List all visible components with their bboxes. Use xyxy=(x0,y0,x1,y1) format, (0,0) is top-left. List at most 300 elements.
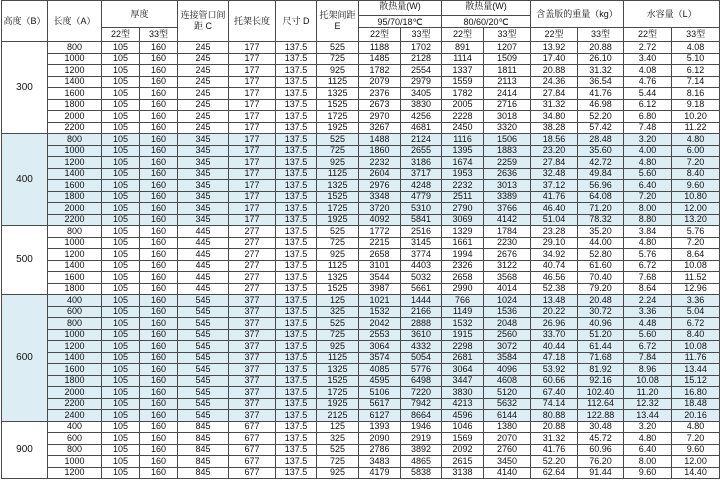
table-cell: 1200 xyxy=(48,467,102,479)
table-cell: 245 xyxy=(178,76,229,88)
table-cell: 2166 xyxy=(401,306,442,318)
table-cell: 1784 xyxy=(484,226,531,238)
table-cell: 2000 xyxy=(48,111,102,123)
table-cell: 2.24 xyxy=(624,295,672,307)
table-cell: 6.12 xyxy=(672,65,720,77)
table-cell: 2090 xyxy=(359,433,401,445)
table-cell: 2681 xyxy=(442,352,484,364)
table-cell: 4.76 xyxy=(624,76,672,88)
table-cell: 545 xyxy=(178,387,229,399)
table-cell: 160 xyxy=(140,226,178,238)
table-cell: 60.96 xyxy=(578,444,624,456)
table-cell: 105 xyxy=(102,421,140,433)
table-cell: 137.5 xyxy=(276,249,317,261)
table-cell: 7.14 xyxy=(672,76,720,88)
table-cell: 105 xyxy=(102,53,140,65)
table-cell: 13.44 xyxy=(624,410,672,422)
table-cell: 245 xyxy=(178,88,229,100)
table-cell: 345 xyxy=(178,191,229,203)
table-cell: 677 xyxy=(229,444,276,456)
table-cell: 1569 xyxy=(442,433,484,445)
table-cell: 2070 xyxy=(484,433,531,445)
spec-table-body xyxy=(2,42,720,479)
table-cell: 51.04 xyxy=(531,214,578,226)
table-cell: 105 xyxy=(102,329,140,341)
table-cell: 52.20 xyxy=(578,111,624,123)
table-cell: 81.92 xyxy=(578,364,624,376)
table-row xyxy=(2,42,720,54)
table-cell: 1125 xyxy=(317,260,359,272)
table-cell: 677 xyxy=(229,433,276,445)
table-cell: 5632 xyxy=(484,398,531,410)
table-cell: 105 xyxy=(102,191,140,203)
table-cell: 245 xyxy=(178,122,229,134)
table-cell: 2716 xyxy=(484,99,531,111)
table-cell: 7.20 xyxy=(624,191,672,203)
table-cell: 79.20 xyxy=(578,283,624,295)
table-cell: 160 xyxy=(140,364,178,376)
table-cell: 177 xyxy=(229,88,276,100)
table-cell: 2919 xyxy=(401,433,442,445)
table-cell: 2676 xyxy=(484,249,531,261)
table-row xyxy=(2,65,720,77)
table-cell: 27.84 xyxy=(531,157,578,169)
table-cell: 3717 xyxy=(401,168,442,180)
table-cell: 105 xyxy=(102,444,140,456)
table-cell: 122.88 xyxy=(578,410,624,422)
table-cell: 105 xyxy=(102,180,140,192)
table-cell: 105 xyxy=(102,318,140,330)
table-cell: 2400 xyxy=(48,410,102,422)
table-cell: 137.5 xyxy=(276,318,317,330)
table-cell: 377 xyxy=(229,295,276,307)
table-cell: 2673 xyxy=(359,99,401,111)
table-cell: 3574 xyxy=(359,352,401,364)
table-cell: 70.40 xyxy=(578,272,624,284)
table-cell: 2228 xyxy=(442,111,484,123)
table-cell: 345 xyxy=(178,157,229,169)
table-cell: 3101 xyxy=(359,260,401,272)
table-cell: 1509 xyxy=(484,53,531,65)
table-cell: 105 xyxy=(102,157,140,169)
table-cell: 1702 xyxy=(401,42,442,54)
table-cell: 105 xyxy=(102,145,140,157)
header-heat-output-1-title: 散热量(W) xyxy=(379,0,421,11)
table-cell: 137.5 xyxy=(276,134,317,146)
table-cell: 725 xyxy=(317,329,359,341)
table-cell: 377 xyxy=(229,318,276,330)
table-cell: 160 xyxy=(140,53,178,65)
table-cell: 137.5 xyxy=(276,352,317,364)
table-cell: 3.20 xyxy=(624,134,672,146)
table-cell: 5776 xyxy=(401,364,442,376)
table-cell: 1725 xyxy=(317,387,359,399)
table-cell: 35.20 xyxy=(578,226,624,238)
table-cell: 1325 xyxy=(317,272,359,284)
table-cell: 525 xyxy=(317,444,359,456)
table-cell: 245 xyxy=(178,65,229,77)
table-cell: 400 xyxy=(48,421,102,433)
table-cell: 34.92 xyxy=(531,249,578,261)
table-cell: 11.76 xyxy=(672,352,720,364)
table-cell: 2760 xyxy=(484,444,531,456)
table-cell: 33.70 xyxy=(531,329,578,341)
table-cell: 2125 xyxy=(317,410,359,422)
table-cell: 177 xyxy=(229,42,276,54)
table-cell: 125 xyxy=(317,421,359,433)
table-cell: 4085 xyxy=(359,364,401,376)
table-cell: 137.5 xyxy=(276,306,317,318)
table-cell: 545 xyxy=(178,410,229,422)
table-cell: 177 xyxy=(229,65,276,77)
header-type-33: 33型 xyxy=(484,28,531,42)
table-cell: 160 xyxy=(140,352,178,364)
table-cell: 1325 xyxy=(317,180,359,192)
table-cell: 277 xyxy=(229,283,276,295)
table-cell: 9.60 xyxy=(672,444,720,456)
table-cell: 6.12 xyxy=(624,99,672,111)
table-cell: 677 xyxy=(229,421,276,433)
table-cell: 545 xyxy=(178,318,229,330)
table-cell: 35.60 xyxy=(578,145,624,157)
table-cell: 7.20 xyxy=(672,157,720,169)
table-cell: 5.60 xyxy=(624,168,672,180)
header-length: 长度（A） xyxy=(48,1,102,42)
table-cell: 45.72 xyxy=(578,433,624,445)
table-cell: 325 xyxy=(317,306,359,318)
table-cell: 3766 xyxy=(484,203,531,215)
table-cell: 377 xyxy=(229,387,276,399)
height-group-cell: 900 xyxy=(2,421,48,479)
table-cell: 10.80 xyxy=(672,191,720,203)
table-cell: 2604 xyxy=(359,168,401,180)
table-cell: 2128 xyxy=(401,53,442,65)
table-cell: 7.48 xyxy=(624,122,672,134)
table-cell: 4014 xyxy=(484,283,531,295)
table-cell: 160 xyxy=(140,398,178,410)
table-cell: 3610 xyxy=(401,329,442,341)
table-cell: 31.32 xyxy=(531,433,578,445)
table-cell: 1188 xyxy=(359,42,401,54)
table-cell: 1200 xyxy=(48,249,102,261)
height-group-cell: 500 xyxy=(2,226,48,295)
table-cell: 2113 xyxy=(484,76,531,88)
table-cell: 8.96 xyxy=(624,364,672,376)
header-weight: 含盖版的重量（kg） xyxy=(531,1,624,28)
table-cell: 160 xyxy=(140,134,178,146)
table-cell: 105 xyxy=(102,226,140,238)
table-cell: 3450 xyxy=(484,456,531,468)
table-cell: 137.5 xyxy=(276,421,317,433)
table-cell: 5841 xyxy=(401,214,442,226)
table-cell: 6.72 xyxy=(624,341,672,353)
table-cell: 1116 xyxy=(442,134,484,146)
table-row xyxy=(2,226,720,238)
table-cell: 5661 xyxy=(401,283,442,295)
table-cell: 18.56 xyxy=(531,134,578,146)
table-cell: 4.80 xyxy=(624,157,672,169)
table-cell: 1325 xyxy=(317,364,359,376)
table-row xyxy=(2,387,720,399)
table-cell: 2298 xyxy=(442,341,484,353)
table-cell: 177 xyxy=(229,203,276,215)
table-cell: 4403 xyxy=(401,260,442,272)
table-cell: 545 xyxy=(178,329,229,341)
table-row xyxy=(2,168,720,180)
table-cell: 2259 xyxy=(484,157,531,169)
table-cell: 4179 xyxy=(359,467,401,479)
table-cell: 137.5 xyxy=(276,180,317,192)
table-cell: 53.92 xyxy=(531,364,578,376)
table-cell: 4096 xyxy=(484,364,531,376)
table-cell: 105 xyxy=(102,433,140,445)
table-cell: 5106 xyxy=(359,387,401,399)
table-cell: 1772 xyxy=(359,226,401,238)
table-cell: 11.22 xyxy=(672,122,720,134)
table-cell: 137.5 xyxy=(276,237,317,249)
table-cell: 925 xyxy=(317,65,359,77)
table-row xyxy=(2,295,720,307)
table-cell: 3.36 xyxy=(672,295,720,307)
table-cell: 3447 xyxy=(442,375,484,387)
table-cell: 7.20 xyxy=(672,433,720,445)
table-cell: 277 xyxy=(229,237,276,249)
table-cell: 3389 xyxy=(484,191,531,203)
table-row xyxy=(2,272,720,284)
table-cell: 160 xyxy=(140,88,178,100)
table-row xyxy=(2,306,720,318)
table-cell: 3064 xyxy=(359,341,401,353)
table-cell: 26.96 xyxy=(531,318,578,330)
table-cell: 1325 xyxy=(317,88,359,100)
table-cell: 3544 xyxy=(359,272,401,284)
header-water: 水容量（L） xyxy=(624,1,720,28)
table-cell: 4.08 xyxy=(672,42,720,54)
table-cell: 1207 xyxy=(484,42,531,54)
table-row xyxy=(2,214,720,226)
table-cell: 91.44 xyxy=(578,467,624,479)
table-cell: 277 xyxy=(229,226,276,238)
table-cell: 105 xyxy=(102,134,140,146)
table-cell: 2786 xyxy=(359,444,401,456)
table-cell: 10.08 xyxy=(672,341,720,353)
table-cell: 160 xyxy=(140,444,178,456)
header-height: 高度（B） xyxy=(2,1,48,42)
table-cell: 3069 xyxy=(442,214,484,226)
table-cell: 46.40 xyxy=(531,203,578,215)
table-row xyxy=(2,433,720,445)
table-cell: 1600 xyxy=(48,272,102,284)
header-heat-output-2-title: 散热量(W) xyxy=(465,0,507,11)
table-cell: 56.96 xyxy=(578,180,624,192)
table-cell: 125 xyxy=(317,295,359,307)
table-cell: 112.64 xyxy=(578,398,624,410)
table-cell: 40.74 xyxy=(531,260,578,272)
table-cell: 105 xyxy=(102,168,140,180)
header-type-22: 22型 xyxy=(359,28,401,42)
table-row xyxy=(2,318,720,330)
table-cell: 1532 xyxy=(359,306,401,318)
table-cell: 1925 xyxy=(317,398,359,410)
table-cell: 9.18 xyxy=(672,99,720,111)
table-cell: 4595 xyxy=(359,375,401,387)
height-group-cell: 400 xyxy=(2,134,48,226)
table-row xyxy=(2,410,720,422)
table-cell: 137.5 xyxy=(276,203,317,215)
table-cell: 105 xyxy=(102,272,140,284)
table-cell: 30.48 xyxy=(578,421,624,433)
table-cell: 377 xyxy=(229,398,276,410)
table-cell: 137.5 xyxy=(276,111,317,123)
table-cell: 10.08 xyxy=(672,260,720,272)
table-cell: 160 xyxy=(140,456,178,468)
table-cell: 845 xyxy=(178,433,229,445)
table-cell: 445 xyxy=(178,272,229,284)
table-cell: 2092 xyxy=(442,444,484,456)
table-cell: 2376 xyxy=(359,88,401,100)
table-cell: 92.16 xyxy=(578,375,624,387)
table-row xyxy=(2,237,720,249)
table-cell: 1200 xyxy=(48,157,102,169)
table-cell: 1125 xyxy=(317,352,359,364)
table-cell: 400 xyxy=(48,295,102,307)
table-cell: 160 xyxy=(140,249,178,261)
table-cell: 137.5 xyxy=(276,65,317,77)
table-cell: 2511 xyxy=(442,191,484,203)
table-cell: 137.5 xyxy=(276,295,317,307)
table-cell: 4608 xyxy=(484,375,531,387)
table-cell: 61.44 xyxy=(578,341,624,353)
table-cell: 29.10 xyxy=(531,237,578,249)
table-cell: 1925 xyxy=(317,122,359,134)
table-cell: 8.00 xyxy=(624,203,672,215)
table-cell: 766 xyxy=(442,295,484,307)
table-cell: 12.32 xyxy=(624,398,672,410)
table-row xyxy=(2,180,720,192)
table-cell: 2655 xyxy=(401,145,442,157)
header-heat-output-1-condition: 95/70/18℃ xyxy=(359,15,441,27)
table-cell: 20.88 xyxy=(531,421,578,433)
table-cell: 160 xyxy=(140,76,178,88)
table-cell: 3018 xyxy=(484,111,531,123)
table-cell: 27.84 xyxy=(531,88,578,100)
table-cell: 3830 xyxy=(401,99,442,111)
table-cell: 105 xyxy=(102,341,140,353)
table-cell: 3405 xyxy=(401,88,442,100)
table-cell: 5310 xyxy=(401,203,442,215)
table-cell: 5032 xyxy=(401,272,442,284)
table-cell: 245 xyxy=(178,111,229,123)
table-cell: 26.10 xyxy=(578,53,624,65)
table-cell: 1525 xyxy=(317,283,359,295)
table-cell: 7.68 xyxy=(624,272,672,284)
table-cell: 51.20 xyxy=(578,329,624,341)
table-cell: 105 xyxy=(102,352,140,364)
table-cell: 1000 xyxy=(48,145,102,157)
table-cell: 800 xyxy=(48,134,102,146)
table-cell: 137.5 xyxy=(276,387,317,399)
table-cell: 545 xyxy=(178,364,229,376)
table-cell: 3.36 xyxy=(624,306,672,318)
table-cell: 10.08 xyxy=(624,375,672,387)
table-cell: 545 xyxy=(178,341,229,353)
table-cell: 3186 xyxy=(401,157,442,169)
table-cell: 137.5 xyxy=(276,456,317,468)
table-row xyxy=(2,76,720,88)
table-cell: 525 xyxy=(317,318,359,330)
table-cell: 12.00 xyxy=(672,203,720,215)
table-cell: 160 xyxy=(140,145,178,157)
table-cell: 1536 xyxy=(484,306,531,318)
table-cell: 9.60 xyxy=(624,467,672,479)
table-cell: 1725 xyxy=(317,111,359,123)
table-cell: 345 xyxy=(178,203,229,215)
table-cell: 377 xyxy=(229,329,276,341)
table-cell: 1024 xyxy=(484,295,531,307)
table-cell: 445 xyxy=(178,249,229,261)
table-cell: 2414 xyxy=(484,88,531,100)
table-cell: 3.84 xyxy=(624,226,672,238)
table-cell: 160 xyxy=(140,329,178,341)
table-cell: 345 xyxy=(178,134,229,146)
table-cell: 1800 xyxy=(48,283,102,295)
table-cell: 1114 xyxy=(442,53,484,65)
table-row xyxy=(2,364,720,376)
table-row xyxy=(2,111,720,123)
table-cell: 1860 xyxy=(359,145,401,157)
table-cell: 105 xyxy=(102,203,140,215)
table-cell: 47.18 xyxy=(531,352,578,364)
table-cell: 1000 xyxy=(48,53,102,65)
table-cell: 40.44 xyxy=(531,341,578,353)
table-cell: 20.22 xyxy=(531,306,578,318)
table-cell: 30.72 xyxy=(578,306,624,318)
table-cell: 2615 xyxy=(442,456,484,468)
table-row xyxy=(2,203,720,215)
table-cell: 105 xyxy=(102,295,140,307)
table-cell: 137.5 xyxy=(276,375,317,387)
table-cell: 160 xyxy=(140,295,178,307)
table-cell: 6498 xyxy=(401,375,442,387)
table-cell: 2215 xyxy=(359,237,401,249)
table-cell: 57.42 xyxy=(578,122,624,134)
header-type-33: 33型 xyxy=(672,28,720,42)
table-cell: 1559 xyxy=(442,76,484,88)
table-cell: 800 xyxy=(48,226,102,238)
table-cell: 1125 xyxy=(317,168,359,180)
table-cell: 725 xyxy=(317,145,359,157)
table-cell: 3138 xyxy=(442,467,484,479)
table-cell: 12.00 xyxy=(672,456,720,468)
table-cell: 105 xyxy=(102,398,140,410)
table-cell: 37.12 xyxy=(531,180,578,192)
table-cell: 4213 xyxy=(442,398,484,410)
table-cell: 2658 xyxy=(442,272,484,284)
table-cell: 62.64 xyxy=(531,467,578,479)
table-cell: 3122 xyxy=(484,260,531,272)
table-cell: 4256 xyxy=(401,111,442,123)
table-cell: 277 xyxy=(229,272,276,284)
table-cell: 13.92 xyxy=(531,42,578,54)
table-cell: 3145 xyxy=(401,237,442,249)
table-cell: 1393 xyxy=(359,421,401,433)
table-cell: 1800 xyxy=(48,99,102,111)
table-cell: 177 xyxy=(229,111,276,123)
table-cell: 1994 xyxy=(442,249,484,261)
table-cell: 3774 xyxy=(401,249,442,261)
table-cell: 6.72 xyxy=(672,318,720,330)
table-cell: 160 xyxy=(140,168,178,180)
